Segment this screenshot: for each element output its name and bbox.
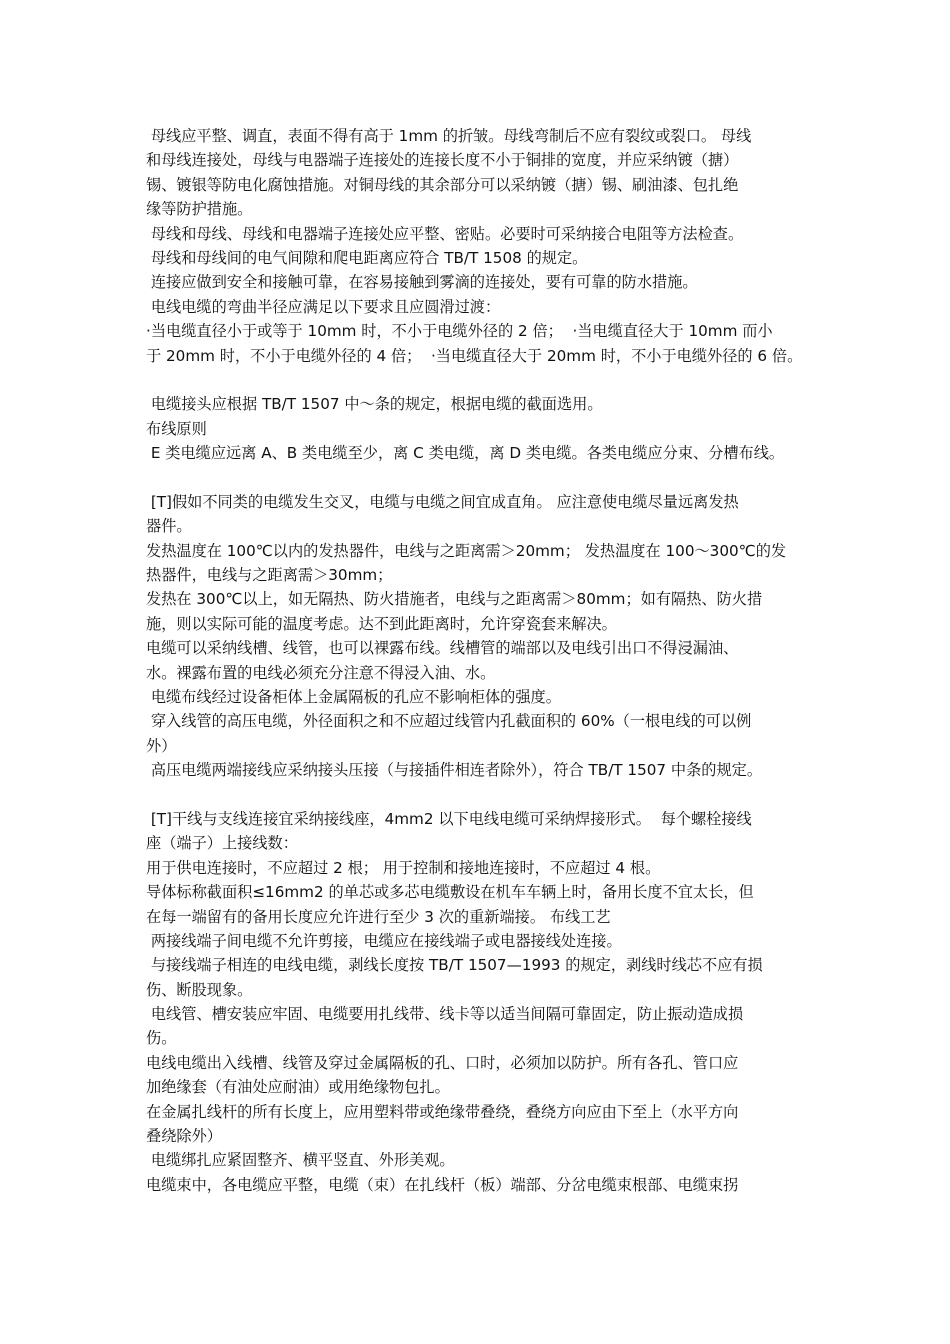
text-line: 布线原则 [146,419,207,438]
text-line: 母线和母线、母线和电器端子连接处应平整、密贴。必要时可采纳接合电阻等方法检查。 [146,224,744,243]
text-line: 加绝缘套（有油处应耐油）或用绝缘物包扎。 [146,1078,450,1097]
text-line: 用于供电连接时，不应超过 2 根； 用于控制和接地连接时，不应超过 4 根。 [146,858,661,877]
text-line: 穿入线管的高压电缆，外径面积之和不应超过线管内孔截面积的 60%（一根电线的可以例 [146,712,752,731]
text-line: 电线管、槽安装应牢固、电缆要用扎线带、线卡等以适当间隔可靠固定，防止振动造成损 [146,1005,744,1024]
text-line: 热器件，电线与之距离需＞30mm； [146,566,393,585]
text-line: 与接线端子相连的电线电缆，剥线长度按 TB/T 1507—1993 的规定，剥线时线芯不应有损 [146,956,763,975]
text-line: [T]干线与支线连接宜采纳接线座，4mm2 以下电线电缆可采纳焊接形式。 每个螺栓接线 [146,809,752,828]
text-line: 伤。 [146,1029,177,1048]
blank-line [146,368,836,392]
text-line: 电缆束中，各电缆应平整，电缆（束）在扎线杆（板）端部、分岔电缆束根部、电缆束拐 [146,1175,739,1194]
text-line: 母线和母线间的电气间隙和爬电距离应符合 TB/T 1508 的规定。 [146,248,588,267]
text-line: 器件。 [146,517,192,536]
text-line: 缘等防护措施。 [146,200,253,219]
text-line: 和母线连接处，母线与电器端子连接处的连接长度不小于铜排的宽度，并应采纳镀（搪） [146,151,739,170]
text-line: 导体标称截面积≤16mm2 的单芯或多芯电缆敷设在机车车辆上时，备用长度不宜太长，但 [146,883,754,902]
blank-line [146,465,836,489]
document-body [146,124,836,1197]
text-line: 在金属扎线杆的所有长度上，应用塑料带或绝缘带叠绕，叠绕方向应由下至上（水平方向 [146,1102,739,1121]
text-line: 锡、镀银等防电化腐蚀措施。对铜母线的其余部分可以采纳镀（搪）锡、刷油漆、包扎绝 [146,175,739,194]
text-line: [T]假如不同类的电缆发生交叉，电缆与电缆之间宜成直角。 应注意使电缆尽量远离发热 [146,492,739,511]
text-line: 施，则以实际可能的温度考虑。达不到此距离时，允许穿瓷套来解决。 [146,614,617,633]
text-line: 电线电缆的弯曲半径应满足以下要求且应圆滑过渡： [146,297,501,316]
text-line: 外） [146,736,177,755]
text-line: 发热温度在 100℃以内的发热器件，电线与之距离需＞20mm； 发热温度在 100～300℃的发 [146,541,787,560]
text-line: 叠绕除外） [146,1127,222,1146]
text-line: 母线应平整、调直，表面不得有高于 1mm 的折皱。母线弯制后不应有裂纹或裂口。 母线 [146,127,752,145]
blank-line [146,783,836,807]
text-line: 两接线端子间电缆不允许剪接，电缆应在接线端子或电器接线处连接。 [146,931,622,950]
text-line: 高压电缆两端接线应采纳接头压接（与接插件相连者除外），符合 TB/T 1507 中条的规定。 [146,761,763,780]
text-line: 在每一端留有的备用长度应允许进行至少 3 次的重新端接。 布线工艺 [146,907,611,926]
text-line: 连接应做到安全和接触可靠，在容易接触到雾滴的连接处，要有可靠的防水措施。 [146,273,698,292]
text-line: 电缆布线经过设备柜体上金属隔板的孔应不影响柜体的强度。 [146,687,561,706]
text-line: 伤、断股现象。 [146,980,253,999]
text-line: 电线电缆出入线槽、线管及穿过金属隔板的孔、口时，必须加以防护。所有各孔、管口应 [146,1053,739,1072]
text-line: 座（端子）上接线数： [146,834,298,853]
text-line: 电缆可以采纳线槽、线管，也可以裸露布线。线槽管的端部以及电线引出口不得浸漏油、 [146,639,739,658]
text-line: 电缆绑扎应紧固整齐、横平竖直、外形美观。 [146,1151,455,1170]
text-line: 水。裸露布置的电线必须充分注意不得浸入油、水。 [146,663,496,682]
text-line: 电缆接头应根据 TB/T 1507 中～条的规定，根据电缆的截面选用。 [146,395,603,414]
text-line: ·当电缆直径小于或等于 10mm 时，不小于电缆外径的 2 倍； ·当电缆直径大于 10mm 而小 [146,322,773,341]
text-line: 于 20mm 时，不小于电缆外径的 4 倍； ·当电缆直径大于 20mm 时，不小于电缆外径的 6 倍。 [146,346,803,365]
text-line: E 类电缆应远离 A、B 类电缆至少，离 C 类电缆，离 D 类电缆。各类电缆应分束、分槽布线。 [146,444,785,463]
text-line: 发热在 300℃以上，如无隔热、防火措施者，电线与之距离需＞80mm；如有隔热、防火措 [146,590,763,609]
